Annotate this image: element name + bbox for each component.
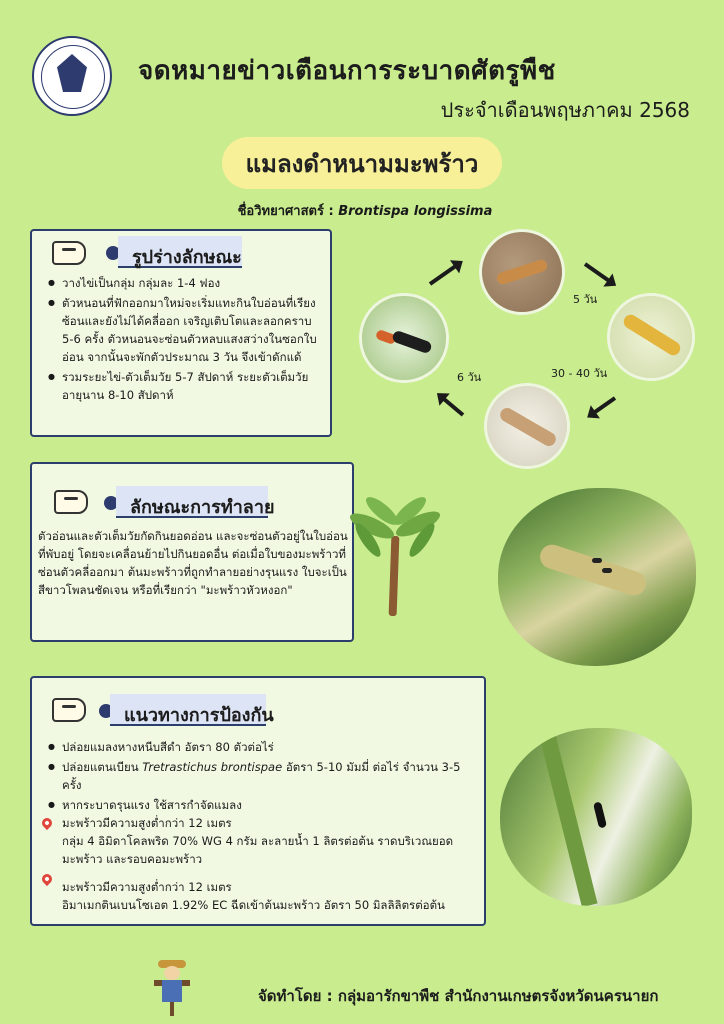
scarecrow-illustration — [152, 960, 192, 1016]
pointing-hand-icon — [52, 698, 86, 722]
damaged-palm-photo — [498, 488, 696, 666]
pupa-stage-photo — [487, 386, 567, 466]
lifecycle-label: 30 - 40 วัน — [551, 367, 608, 380]
pest-name: แมลงดำหนามมะพร้าว — [245, 149, 479, 178]
adult-beetle-photo — [362, 296, 446, 380]
lifecycle-label: 6 วัน — [457, 371, 482, 384]
newsletter-title: จดหมายข่าวเตือนการระบาดศัตรูพืช — [138, 56, 556, 86]
cycle-arrow-icon — [591, 396, 616, 415]
palm-tree-illustration — [346, 500, 446, 620]
list-item: ● หากระบาดรุนแรง ใช้สารกำจัดแมลง — [62, 796, 482, 814]
morphology-list — [46, 274, 324, 406]
list-item: ● วางไข่เป็นกลุ่ม กลุ่มละ 1-4 ฟอง — [62, 274, 324, 292]
department-logo — [32, 36, 112, 116]
cycle-arrow-icon — [440, 395, 464, 416]
case-title: มะพร้าวมีความสูงต่ำกว่า 12 เมตร — [62, 880, 232, 894]
credit-line: จัดทำโดย : กลุ่มอารักขาพืช สำนักงานเกษตรจังหวัดนครนายก — [258, 987, 659, 1005]
cycle-arrow-icon — [429, 263, 459, 286]
case-title: มะพร้าวมีความสูงต่ำกว่า 12 เมตร — [62, 816, 232, 830]
case-detail: กลุ่ม 4 อิมิดาโคลพริด 70% WG 4 กรัม ละลายน้ำ 1 ลิตรต่อต้น ราดบริเวณยอดมะพร้าว และรอบคอมะพร้าว — [62, 834, 454, 866]
larva-stage-photo — [610, 296, 692, 378]
pointing-hand-icon — [54, 490, 88, 514]
lifecycle-label: 5 วัน — [573, 293, 598, 306]
morphology-heading: รูปร่างลักษณะ — [118, 236, 242, 268]
beetle-on-leaf-photo — [500, 728, 692, 906]
scientific-name-line — [150, 200, 580, 221]
scientific-name-label: ชื่อวิทยาศาสตร์ : — [237, 204, 339, 219]
newsletter-subtitle: ประจำเดือนพฤษภาคม 2568 — [440, 98, 690, 122]
damage-heading: ลักษณะการทำลาย — [116, 486, 268, 518]
case-detail: อิมาเมกตินเบนโซเอต 1.92% EC ฉีดเข้าต้นมะพร้าว อัตรา 50 มิลลิลิตรต่อต้น — [62, 898, 445, 912]
scientific-name: Brontispa longissima — [338, 204, 493, 219]
cycle-arrow-icon — [584, 262, 613, 284]
prevention-heading: แนวทางการป้องกัน — [110, 694, 266, 726]
pest-name-banner — [222, 137, 502, 189]
prevention-case-2 — [62, 878, 482, 914]
list-item: ● ปล่อยแตนเบียน Tretrastichus brontispae อัตรา 5-10 มัมมี่ ต่อไร่ จำนวน 3-5 ครั้ง — [62, 758, 482, 794]
prevention-list — [46, 738, 482, 816]
prevention-case-1 — [62, 814, 482, 868]
list-item: ● ปล่อยแมลงหางหนีบสีดำ อัตรา 80 ตัวต่อไร่ — [62, 738, 482, 756]
pointing-hand-icon — [52, 241, 86, 265]
damage-description: ตัวอ่อนและตัวเต็มวัยกัดกินยอดอ่อน และจะซ่อนตัวอยู่ในใบอ่อนที่พับอยู่ โดยจะเคลื่อนย้ายไปกินยอดอื่น ต่อเมื่อใบของมะพร้าวที่ซ่อนตัวคลี่ออกมา ต้นมะพร้าวที่ถูกทำลายอย่างรุนแรง ใบจะเป็นสีขาวโพลนชัดเจน หรือที่เรียกว่า "มะพร้าวหัวหงอก" — [38, 529, 348, 597]
list-item: ● รวมระยะไข่-ตัวเต็มวัย 5-7 สัปดาห์ ระยะตัวเต็มวัยอายุนาน 8-10 สัปดาห์ — [62, 368, 324, 404]
egg-stage-photo — [482, 232, 562, 312]
list-item: ● ตัวหนอนที่ฟักออกมาใหม่จะเริ่มแทะกินใบอ่อนที่เรียงซ้อนและยังไม่ได้คลี่ออก เจริญเติบโตและลอกคราบ 5-6 ครั้ง ตัวหนอนจะซ่อนตัวหลบแสงสว่างในซอกใบอ่อน จากนั้นจะพักตัวประมาณ 3 วัน จึงเข้าดักแด้ — [62, 294, 324, 366]
